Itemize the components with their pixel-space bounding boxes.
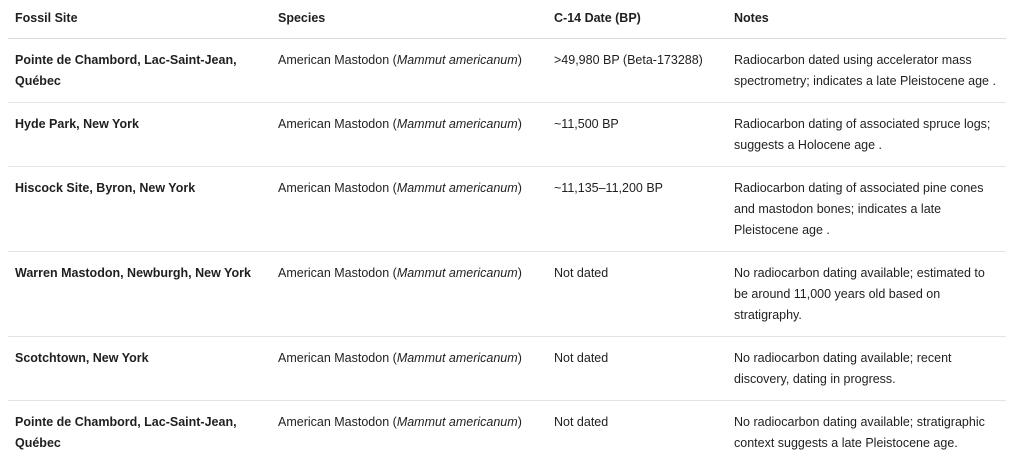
cell-c14-date: ~11,135–11,200 BP bbox=[547, 167, 727, 252]
species-scientific-name: Mammut americanum bbox=[396, 53, 518, 67]
species-common-name: American Mastodon ( bbox=[278, 53, 397, 67]
species-common-name: American Mastodon ( bbox=[278, 266, 397, 280]
cell-notes: Radiocarbon dated using accelerator mass spectrometry; indicates a late Pleistocene age . bbox=[727, 39, 1006, 103]
header-species: Species bbox=[271, 0, 547, 39]
cell-c14-date: >49,980 BP (Beta-173288) bbox=[547, 39, 727, 103]
fossil-sites-table bbox=[8, 0, 1006, 464]
cell-species bbox=[271, 252, 547, 337]
cell-c14-date: Not dated bbox=[547, 337, 727, 401]
species-scientific-name: Mammut americanum bbox=[396, 351, 518, 365]
cell-fossil-site: Pointe de Chambord, Lac-Saint-Jean, Québec bbox=[15, 415, 237, 450]
species-close-paren: ) bbox=[517, 53, 522, 67]
table-row bbox=[8, 401, 1006, 464]
cell-notes: No radiocarbon dating available; recent discovery, dating in progress. bbox=[727, 337, 1006, 401]
cell-c14-date: Not dated bbox=[547, 252, 727, 337]
cell-species bbox=[271, 401, 547, 464]
cell-species bbox=[271, 39, 547, 103]
cell-species bbox=[271, 167, 547, 252]
species-common-name: American Mastodon ( bbox=[278, 415, 397, 429]
species-close-paren: ) bbox=[517, 117, 522, 131]
header-fossil-site: Fossil Site bbox=[8, 0, 271, 39]
species-scientific-name: Mammut americanum bbox=[396, 181, 518, 195]
cell-notes: Radiocarbon dating of associated spruce logs; suggests a Holocene age . bbox=[727, 103, 1006, 167]
species-close-paren: ) bbox=[517, 351, 522, 365]
cell-fossil-site: Hiscock Site, Byron, New York bbox=[8, 167, 271, 252]
cell-c14-date: ~11,500 BP bbox=[547, 103, 727, 167]
table-row bbox=[8, 252, 1006, 337]
cell-c14-date: Not dated bbox=[554, 415, 609, 429]
table-row bbox=[8, 39, 1006, 103]
species-scientific-name: Mammut americanum bbox=[396, 415, 518, 429]
species-common-name: American Mastodon ( bbox=[278, 181, 397, 195]
cell-notes: Radiocarbon dating of associated pine cones and mastodon bones; indicates a late Pleistocene age . bbox=[727, 167, 1006, 252]
cell-fossil-site: Pointe de Chambord, Lac-Saint-Jean, Québec bbox=[8, 39, 271, 103]
species-common-name: American Mastodon ( bbox=[278, 351, 397, 365]
cell-fossil-site: Scotchtown, New York bbox=[8, 337, 271, 401]
cell-fossil-site: Warren Mastodon, Newburgh, New York bbox=[8, 252, 271, 337]
table-row bbox=[8, 103, 1006, 167]
cell-species bbox=[271, 103, 547, 167]
table-header bbox=[8, 0, 1006, 39]
species-scientific-name: Mammut americanum bbox=[396, 266, 518, 280]
species-scientific-name: Mammut americanum bbox=[396, 117, 518, 131]
table-row bbox=[8, 337, 1006, 401]
species-close-paren: ) bbox=[517, 415, 522, 429]
table-row bbox=[8, 167, 1006, 252]
header-c14-date: C-14 Date (BP) bbox=[547, 0, 727, 39]
species-close-paren: ) bbox=[517, 266, 522, 280]
cell-species bbox=[271, 337, 547, 401]
header-notes: Notes bbox=[727, 0, 1006, 39]
cell-notes: No radiocarbon dating available; stratigraphic context suggests a late Pleistocene age. bbox=[734, 415, 985, 450]
cell-fossil-site: Hyde Park, New York bbox=[8, 103, 271, 167]
cell-notes: No radiocarbon dating available; estimated to be around 11,000 years old based on stratigraphy. bbox=[727, 252, 1006, 337]
header-row bbox=[8, 0, 1006, 39]
species-common-name: American Mastodon ( bbox=[278, 117, 397, 131]
table-body bbox=[8, 39, 1006, 464]
species-close-paren: ) bbox=[517, 181, 522, 195]
